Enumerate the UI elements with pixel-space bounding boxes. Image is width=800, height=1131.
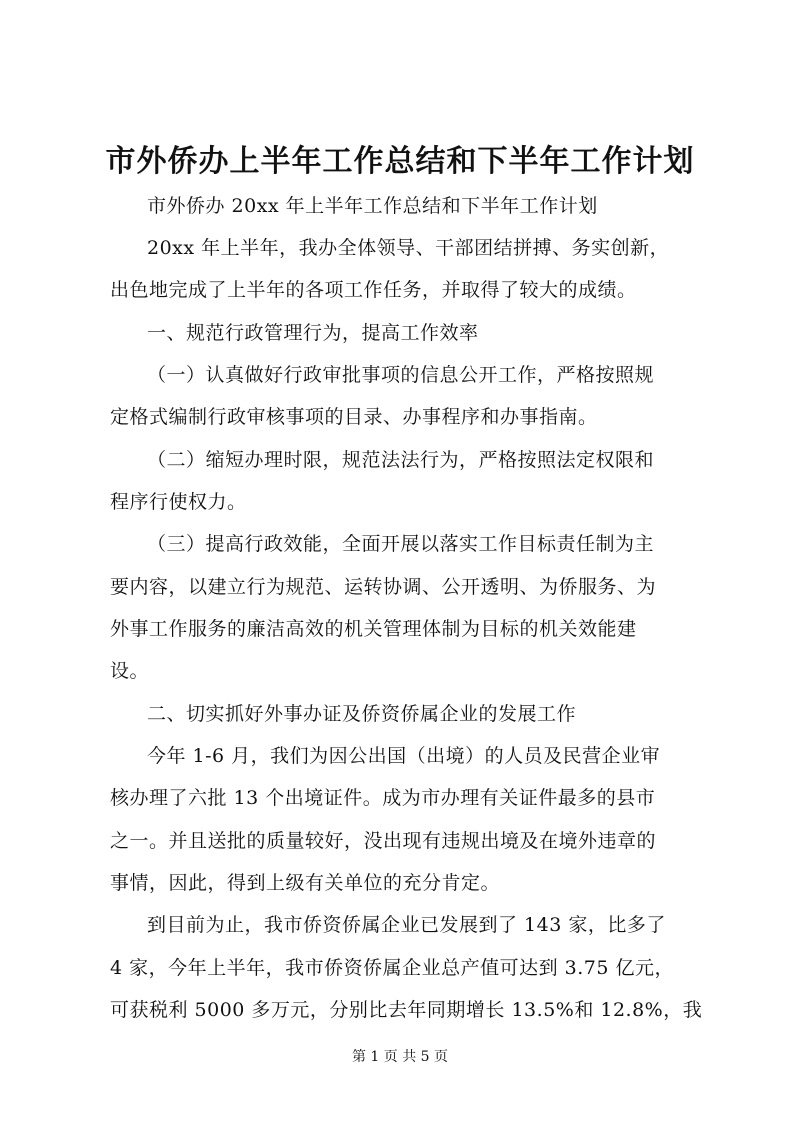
paragraph-line: 到目前为止，我市侨资侨属企业已发展到了 143 家，比多了 bbox=[147, 914, 666, 936]
paragraph-line: 出色地完成了上半年的各项工作任务，并取得了较大的成绩。 bbox=[110, 279, 637, 301]
paragraph-line: 核办理了六批 13 个出境证件。成为市办理有关证件最多的县市 bbox=[110, 787, 656, 809]
paragraph-line: 事情，因此，得到上级有关单位的充分肯定。 bbox=[110, 872, 501, 894]
paragraph-line: 20xx 年上半年，我办全体领导、干部团结拼搏、务实创新， bbox=[147, 237, 670, 259]
paragraph-line: 程序行使权力。 bbox=[110, 491, 247, 513]
section-heading: 一、规范行政管理行为，提高工作效率 bbox=[147, 322, 479, 344]
paragraph-line: （三）提高行政效能，全面开展以落实工作目标责任制为主 bbox=[147, 533, 655, 555]
document-title: 市外侨办上半年工作总结和下半年工作计划 bbox=[105, 144, 695, 179]
page-number-footer: 第 1 页 共 5 页 bbox=[351, 1049, 449, 1065]
paragraph-line: 定格式编制行政审核事项的目录、办事程序和办事指南。 bbox=[110, 406, 598, 428]
paragraph-line: （一）认真做好行政审批事项的信息公开工作，严格按照规 bbox=[147, 364, 655, 386]
section-heading: 二、切实抓好外事办证及侨资侨属企业的发展工作 bbox=[147, 703, 577, 725]
paragraph-line: 外事工作服务的廉洁高效的机关管理体制为目标的机关效能建 bbox=[110, 618, 637, 640]
paragraph-line: 4 家，今年上半年，我市侨资侨属企业总产值可达到 3.75 亿元， bbox=[110, 957, 675, 979]
paragraph-line: （二）缩短办理时限，规范法法行为，严格按照法定权限和 bbox=[147, 449, 655, 471]
paragraph-line: 可获税利 5000 多万元，分别比去年同期增长 13.5%和 12.8%，我 bbox=[110, 999, 703, 1021]
paragraph-line: 设。 bbox=[110, 660, 150, 682]
paragraph-line: 市外侨办 20xx 年上半年工作总结和下半年工作计划 bbox=[147, 195, 598, 217]
paragraph-line: 要内容，以建立行为规范、运转协调、公开透明、为侨服务、为 bbox=[110, 576, 657, 598]
paragraph-line: 之一。并且送批的质量较好，没出现有违规出境及在境外违章的 bbox=[110, 830, 657, 852]
paragraph-line: 今年 1-6 月，我们为因公出国（出境）的人员及民营企业审 bbox=[147, 745, 661, 767]
